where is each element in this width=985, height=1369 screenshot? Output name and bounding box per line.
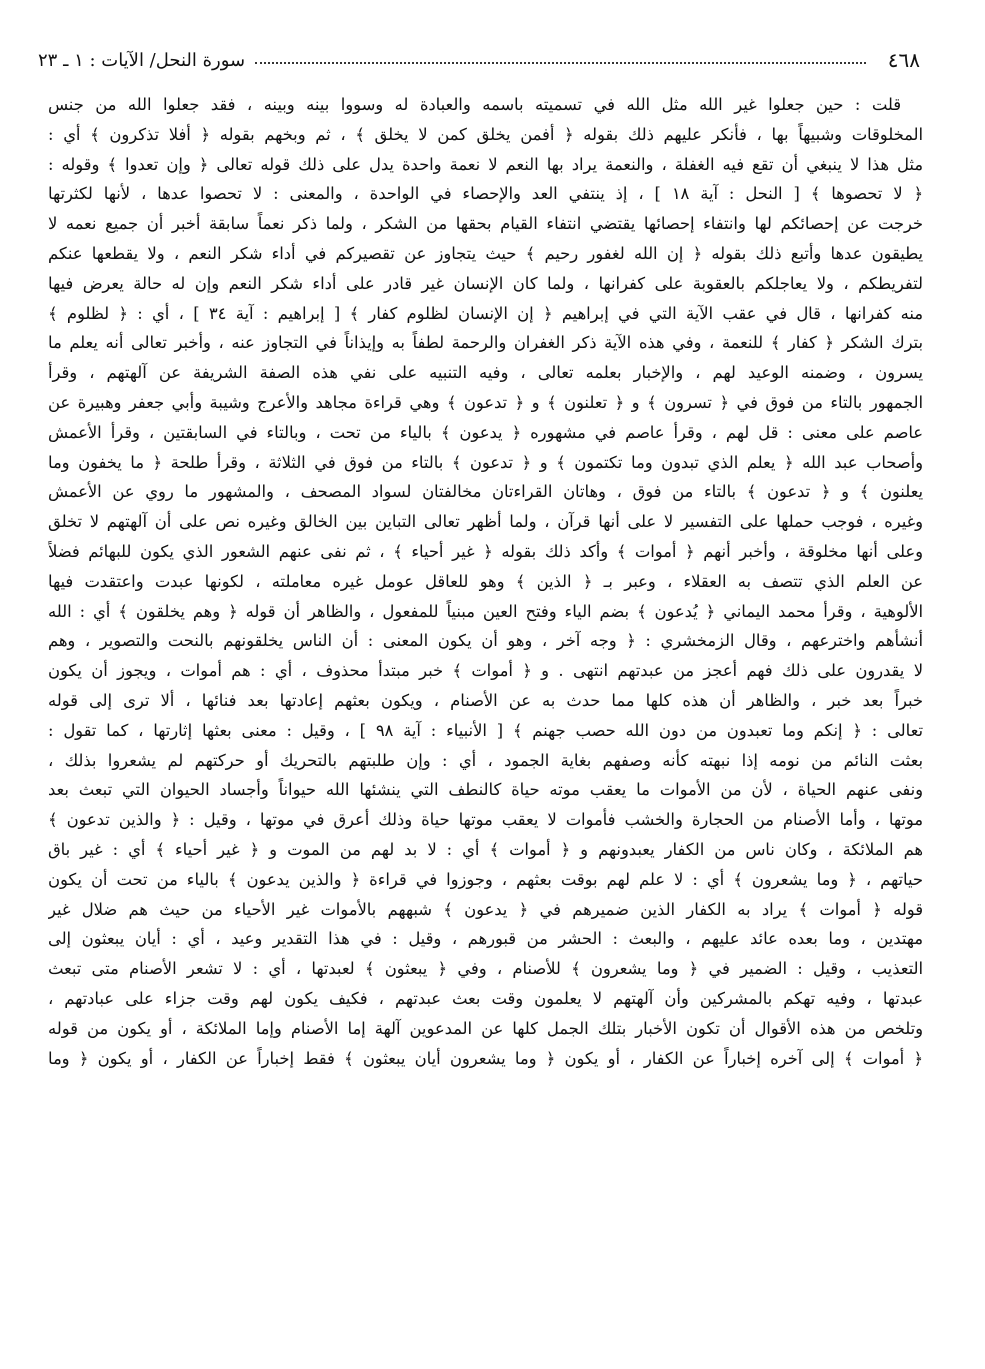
text-line: لتفريطكم ، ولا يعاجلكم بالعقوبة على كفرانها ، ولما كان الإنسان غير قادر على أداء شكر النعم وإن له حالة يعرض فيها — [48, 273, 923, 293]
text-line: وتلخص من هذه الأقوال أن تكون الأخبار بتلك الجمل كلها عن المدعوين آلهة إما الأصنام وإما الملائكة ، أو يكون من قوله — [48, 1018, 923, 1038]
text-line: عبدتها ، وفيه تهكم بالمشركين وأن آلهتهم لا يعلمون وقت بعث عبدتهم ، فكيف يكون لهم وقت جزاء على عبادتهم ، — [48, 988, 923, 1008]
text-line: عن العلم الذي تتصف به العقلاء ، وعبر بـ ﴿ الذين ﴾ وهو للعاقل عومل غيره معاملته ، لكونها عبدت واعتقدت فيها — [48, 571, 923, 591]
text-line: منه كفرانها ، قال في عقب الآية التي في إبراهيم ﴿ إن الإنسان لظلوم كفار ﴾ [ إبراهيم : آية ٣٤ ] ، أي : ﴿ لظلوم ﴾ — [48, 303, 923, 323]
text-line: موتها ، وأما الأصنام من الحجارة والخشب فأموات لا يعقب موتها حياة وذلك أعرق في موتها ، وقيل : ﴿ والذين تدعون ﴾ — [48, 810, 923, 830]
text-line: يسرون ، وضمنه الوعيد لهم ، والإخبار بعلمه تعالى ، وفيه التنبيه على نفي هذه الصفة الشريفة عن آلهتهم ، وقرأ — [48, 363, 923, 383]
header-dotted-rule — [255, 62, 866, 64]
text-line: ﴿ أموات ﴾ إلى آخره إخباراً عن الكفار ، أو يكون ﴿ وما يشعرون أيان يبعثون ﴾ فقط إخباراً عن الكفار ، أو يكون ﴿ وما — [48, 1048, 923, 1068]
text-line: وغيره ، فوجب حملها على التفسير لا على أنها قرآن ، ولما أظهر تعالى التباين بين الخالق وغيره نص على أن آلهتهم لا تخلق — [48, 512, 923, 532]
text-line: هم الملائكة ، وكان ناس من الكفار يعبدونهم و ﴿ أموات ﴾ أي : لا بد لهم من الموت و ﴿ غير أحياء ﴾ أي : غير باق — [48, 839, 923, 859]
text-line: المخلوقات وشبيهاً بها ، فأنكر عليهم ذلك بقوله ﴿ أفمن يخلق كمن لا يخلق ﴾ ، ثم وبخهم بقوله ﴿ أفلا تذكرون ﴾ أي : — [48, 124, 923, 144]
text-line: خبراً بعد خبر ، والظاهر أن هذه كلها مما حدث به عن الأصنام ، ويكون بعثهم إعادتها بعد فنائها ، ألا ترى إلى قوله — [48, 690, 923, 710]
text-line: وعلى أنها مخلوقة ، وأخبر أنهم ﴿ أموات ﴾ وأكد ذلك بقوله ﴿ غير أحياء ﴾ ، ثم نفى عنهم الشعور الذي يكون للبهائم فضلاً — [48, 541, 923, 561]
text-line: بعثت النائم من نومه إذا نبهته كأنه وصفهم بغاية الجمود ، أي : وإن طلبتهم بالتحريك أو حركتهم لم يشعروا بذلك ، — [48, 750, 923, 770]
text-line: أنشأهم واخترعهم ، وقال الزمخشري : ﴿ وجه آخر ، وهو أن يكون المعنى : أن الناس يخلقونهم بالنحت والتصوير ، وهم — [48, 631, 923, 651]
text-line: يطيقون عدها وأتبع ذلك بقوله ﴿ إن الله لغفور رحيم ﴾ حيث يتجاوز عن تقصيركم في أداء شكر النعم ، ولا يقطعها عنكم — [48, 243, 923, 263]
body-text — [48, 90, 923, 1073]
text-line: مثل هذا لا ينبغي أن تقع فيه الغفلة ، والنعمة يراد بها النعم لا نعمة واحدة يدل على ذلك قوله تعالى ﴿ وإن تعدوا ﴾ وقوله : — [48, 154, 923, 174]
text-line: بترك الشكر ﴿ كفار ﴾ للنعمة ، وفي هذه الآية ذكر الغفران والرحمة لطفاً به وإيذاناً في التجاوز عنه ، وأخبر تعالى أنه يعلم ما — [48, 333, 923, 353]
text-line: ونفى عنهم الحياة ، لأن من الأموات ما يعقب موته حياة كالنطف التي ينشئها الله حيواناً وأجساد الحيوان التي تبعث بعد — [48, 780, 923, 800]
running-title: سورة النحل/ الآيات : ١ ـ ٢٣ — [38, 49, 246, 71]
page-number: ٤٦٨ — [887, 48, 920, 72]
text-line: يعلنون ﴾ و ﴿ تدعون ﴾ بالتاء من فوق ، وهاتان القراءتان مخالفتان لسواد المصحف ، والمشهور ما روي عن الأعمش — [48, 482, 923, 502]
text-line: ﴿ لا تحصوها ﴾ [ النحل : آية ١٨ ] ، إذ ينتفي العد والإحصاء في الواحدة ، والمعنى : لا تحصوا عدها ، لأنها لكثرتها — [48, 184, 923, 204]
page-header — [38, 40, 920, 80]
text-line: الألوهية ، وقرأ محمد اليماني ﴿ يُدعون ﴾ بضم الياء وفتح العين مبنياً للمفعول ، والظاهر أن قوله ﴿ وهم يخلقون ﴾ أي : الله — [48, 601, 923, 621]
text-line: وأصحاب عبد الله ﴿ يعلم الذي تبدون وما تكتمون ﴾ و ﴿ تدعون ﴾ بالتاء من فوق في الثلاثة ، وقرأ طلحة ﴿ ما يخفون وما — [48, 452, 923, 472]
text-line: مهتدين ، وما بعده عائد عليهم ، والبعث : الحشر من قبورهم ، وقيل : في هذا التقدير وعيد ، أي : أيان يبعثون إلى — [48, 929, 923, 949]
text-line: التعذيب ، وقيل : الضمير في ﴿ وما يشعرون ﴾ للأصنام ، وفي ﴿ يبعثون ﴾ لعبدتها ، أي : لا تشعر الأصنام متى تبعث — [48, 959, 923, 979]
text-line: تعالى : ﴿ إنكم وما تعبدون من دون الله حصب جهنم ﴾ [ الأنبياء : آية ٩٨ ] ، وقيل : معنى بعثها إثارتها ، كما تقول : — [48, 720, 923, 740]
text-line: الجمهور بالتاء من فوق في ﴿ تسرون ﴾ و ﴿ تعلنون ﴾ و ﴿ تدعون ﴾ وهي قراءة مجاهد والأعرج وشيبة وأبي جعفر وهبيرة عن — [48, 392, 923, 412]
text-line: خرجت عن إحصائكم لها وانتفاء إحصائها يقتضي انتفاء القيام بحقها من الشكر ، ولما ذكر نعماً سابقة أخبر أن جميع نعمه لا — [48, 214, 923, 234]
text-line: حياتهم ، ﴿ وما يشعرون ﴾ أي : لا علم لهم بوقت بعثهم ، وجوزوا في قراءة ﴿ والذين يدعون ﴾ بالياء من تحت أن يكون — [48, 869, 923, 889]
text-line: لا يقدرون على ذلك فهم أعجز من عبدتهم انتهى . و ﴿ أموات ﴾ خبر مبتدأ محذوف ، أي : هم أموات ، ويجوز أن يكون — [48, 661, 923, 681]
text-line: قوله ﴿ أموات ﴾ يراد به الكفار الذين ضميرهم في ﴿ يدعون ﴾ شبههم بالأموات غير الأحياء من حيث هم ضلال غير — [48, 899, 923, 919]
text-line: عاصم على معنى : قل لهم ، وقرأ عاصم في مشهوره ﴿ يدعون ﴾ بالياء من تحت ، وبالتاء في السابقتين ، وقرأ الأعمش — [48, 422, 923, 442]
text-line: قلت : حين جعلوا غير الله مثل الله في تسميته باسمه والعبادة له وسووا بينه وبينه ، فقد جعلوا الله من جنس — [48, 95, 901, 114]
